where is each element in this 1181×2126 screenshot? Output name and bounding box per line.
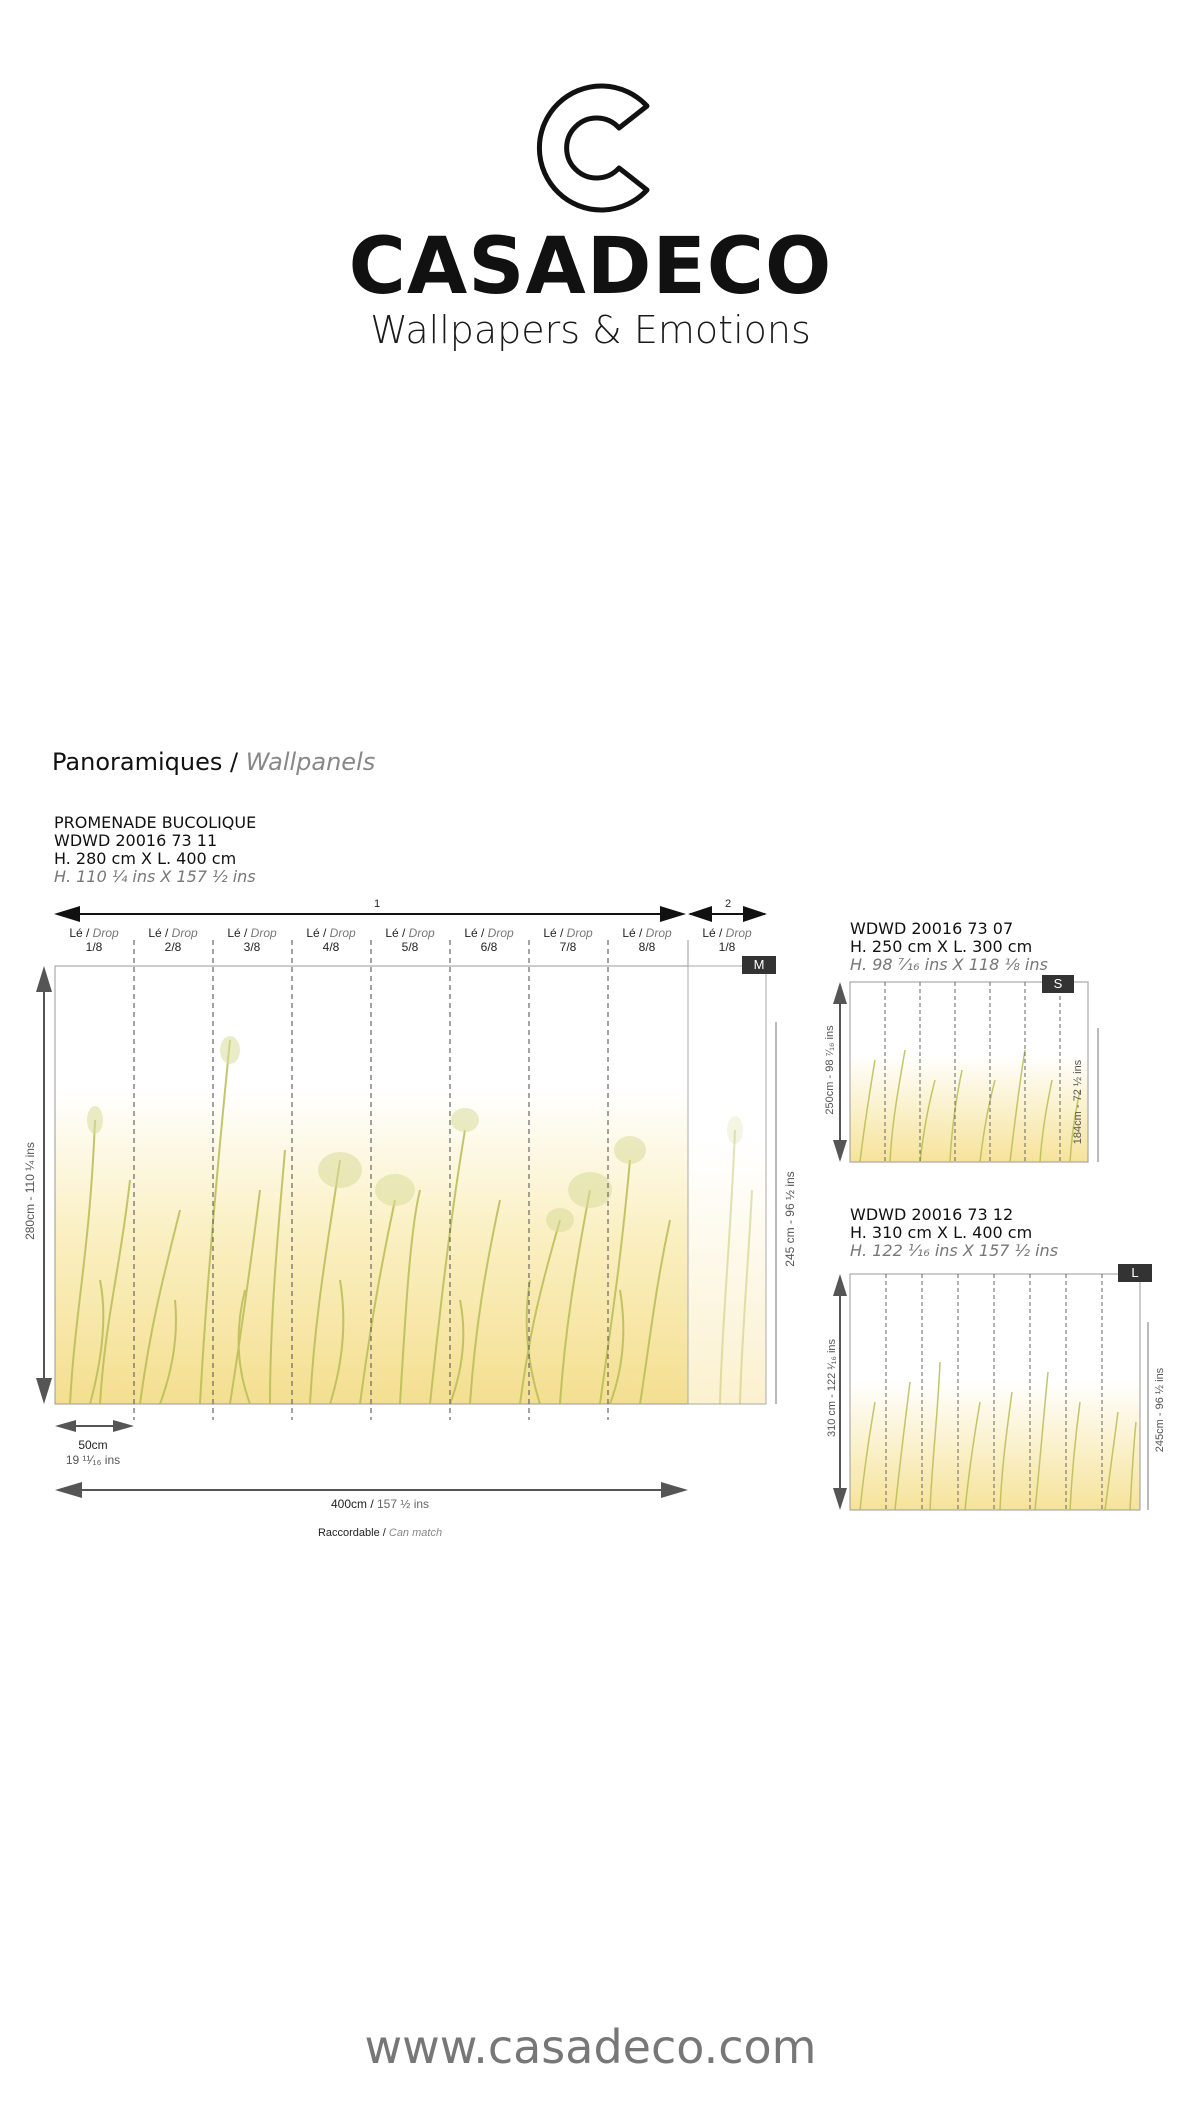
section-1-label: 1 [373, 898, 381, 910]
drop-label-en: Drop [725, 926, 752, 940]
match-fr: Raccordable / [317, 1527, 386, 1539]
drop-number: 5/8 [401, 940, 419, 954]
small-right-label: 184cm - 72 ½ ins [1072, 1059, 1084, 1145]
brand-name: CASADECO [348, 222, 833, 312]
main-product-ref: WDWD 20016 73 11 [54, 831, 218, 850]
drop-label [692, 926, 762, 954]
drop-label-fr: Lé / [464, 926, 485, 940]
total-width-label [280, 1497, 480, 1511]
large-panel [850, 1274, 1140, 1510]
footer-url[interactable]: www.casadeco.com [364, 2020, 817, 2074]
section-1-arrow [54, 906, 686, 922]
drop-label-fr: Lé / [543, 926, 564, 940]
main-product-info [54, 814, 256, 886]
match-label [250, 1527, 510, 1539]
drop-label-en: Drop [566, 926, 593, 940]
small-panel [850, 982, 1088, 1162]
drop-label-fr: Lé / [306, 926, 327, 940]
size-badge-s: S [1042, 975, 1074, 993]
drop-number: 6/8 [480, 940, 498, 954]
section-title-separator: / [222, 748, 246, 776]
main-product-name: PROMENADE BUCOLIQUE [54, 813, 257, 832]
drop-label-fr: Lé / [702, 926, 723, 940]
large-product-size-in: H. 122 ¹⁄₁₆ ins X 157 ½ ins [850, 1241, 1059, 1260]
large-right-label: 245cm - 96 ½ ins [1154, 1367, 1166, 1453]
drop-label-fr: Lé / [227, 926, 248, 940]
drop-width-in: 19 ¹¹⁄₁₆ ins [65, 1453, 121, 1467]
drop-number: 2/8 [164, 940, 182, 954]
small-left-label: 250cm - 98 ⁷⁄₁₆ ins [824, 1025, 836, 1115]
large-product-ref: WDWD 20016 73 12 [850, 1205, 1014, 1224]
section-2-label: 2 [724, 898, 732, 910]
match-en: Can match [385, 1527, 443, 1539]
drop-label-en: Drop [487, 926, 514, 940]
drop-number: 3/8 [243, 940, 261, 954]
small-product-size-cm: H. 250 cm X L. 300 cm [850, 937, 1033, 956]
main-height-arrow [36, 966, 52, 1404]
drop-label [59, 926, 129, 954]
large-panel-diagram [820, 1262, 1160, 1512]
drop-label-en: Drop [329, 926, 356, 940]
size-badge-m: M [742, 956, 776, 974]
drop-label [138, 926, 208, 954]
brand-tagline: Wallpapers & Emotions [370, 308, 811, 352]
total-width-cm: 400cm / [330, 1497, 374, 1511]
large-product-info [850, 1206, 1058, 1260]
drop-label [533, 926, 603, 954]
drop-label-en: Drop [92, 926, 119, 940]
drop-label-fr: Lé / [148, 926, 169, 940]
drop-label-fr: Lé / [385, 926, 406, 940]
small-product-ref: WDWD 20016 73 07 [850, 919, 1014, 938]
drop-label [454, 926, 524, 954]
main-product-size-in: H. 110 ¼ ins X 157 ½ ins [54, 867, 256, 886]
large-left-label: 310 cm - 122 ¹⁄₁₆ ins [826, 1338, 838, 1438]
drop-label [375, 926, 445, 954]
drop-number: 1/8 [85, 940, 103, 954]
drop-number: 7/8 [559, 940, 577, 954]
large-product-size-cm: H. 310 cm X L. 400 cm [850, 1223, 1033, 1242]
extra-drop-panel [688, 966, 766, 1404]
drop-label-en: Drop [645, 926, 672, 940]
drop-number: 1/8 [718, 940, 736, 954]
total-width-in: 157 ½ ins [373, 1497, 430, 1511]
drop-label-fr: Lé / [69, 926, 90, 940]
small-product-size-in: H. 98 ⁷⁄₁₆ ins X 118 ⅛ ins [850, 955, 1048, 974]
small-product-info [850, 920, 1048, 974]
drop-width-arrow [55, 1420, 134, 1432]
drop-number: 8/8 [638, 940, 656, 954]
main-height-label: 280cm - 110 ¼ ins [23, 1142, 37, 1240]
drop-label [296, 926, 366, 954]
size-badge-l: L [1118, 1264, 1152, 1282]
drop-label-fr: Lé / [622, 926, 643, 940]
section-title-fr: Panoramiques [52, 748, 223, 776]
drop-label-en: Drop [171, 926, 198, 940]
drop-label [217, 926, 287, 954]
drop-width-cm: 50cm [78, 1438, 108, 1452]
section-title [52, 748, 375, 776]
total-width-arrow [55, 1482, 688, 1498]
section-title-en: Wallpanels [245, 748, 376, 776]
c-logo-icon [519, 78, 659, 218]
main-right-height-label: 245 cm - 96 ½ ins [783, 1171, 797, 1267]
drop-label-en: Drop [250, 926, 277, 940]
drop-label [612, 926, 682, 954]
drop-label-en: Drop [408, 926, 435, 940]
drop-number: 4/8 [322, 940, 340, 954]
main-product-size-cm: H. 280 cm X L. 400 cm [54, 849, 237, 868]
